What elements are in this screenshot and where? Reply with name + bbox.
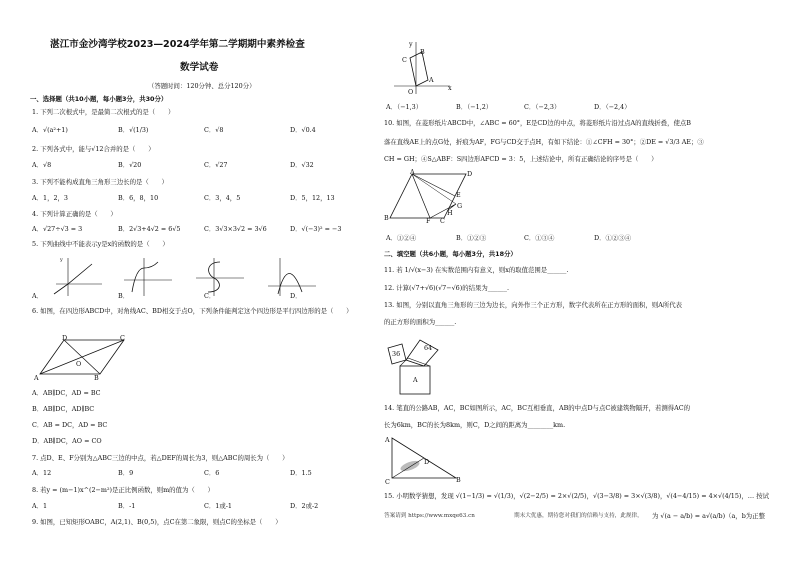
q13-squares-figure <box>384 336 454 398</box>
q14-label-c: C <box>385 478 390 486</box>
q10-option-b[interactable]: B．①②③ <box>456 234 487 242</box>
q10-label-h: H <box>447 209 453 217</box>
q13-square-36: 36 <box>392 350 401 358</box>
q6-label-b: B <box>94 374 99 382</box>
q6-option-a[interactable]: A．AB∥DC，AD = BC <box>32 389 101 397</box>
q6-label-a: A <box>34 374 39 382</box>
page-title: 湛江市金沙湾学校2023—2024学年第二学期期中素养检查 <box>50 39 305 50</box>
q10-rhombus-figure <box>386 168 476 222</box>
q9-label-c: C <box>402 56 407 64</box>
q14-label-d: D <box>424 458 430 466</box>
q14-label-b: B <box>456 476 461 484</box>
q2-option-b[interactable]: B．√20 <box>118 161 142 169</box>
q10-stem-line2: 落在直线AE上的点G处，折痕为AF，FG与CD交于点H，有如下结论：①∠CFH = 30°；②DE = √3/3 AE；③ <box>384 138 704 146</box>
q10-label-g: G <box>457 202 463 210</box>
q13-square-a: A <box>413 376 418 384</box>
q10-label-b: B <box>384 214 389 222</box>
exam-info: （答题时间：120分钟、总分120分） <box>148 82 256 90</box>
q15-formula: 为 √(a − a/b) = a√(a/b)（a，b为正整 <box>652 512 765 520</box>
q9-option-d[interactable]: D．（−2,4） <box>594 103 631 111</box>
q2-stem: 2. 下列各式中，能与√12合并的是（ ） <box>32 145 155 153</box>
q10-option-c[interactable]: C．①③④ <box>524 234 555 242</box>
q5-option-c[interactable]: C． <box>204 292 216 300</box>
q5-option-b[interactable]: B． <box>118 292 130 300</box>
q10-option-d[interactable]: D．①②③④ <box>594 234 632 242</box>
q13-square-64: 64 <box>424 344 433 352</box>
q13-stem-line2: 的正方形的面积为______. <box>384 318 457 326</box>
q9-option-b[interactable]: B．（−1,2） <box>456 103 493 111</box>
q10-label-e: E <box>456 191 461 199</box>
q2-option-c[interactable]: C．√27 <box>204 161 228 169</box>
q10-stem-line1: 10. 如图，在菱形纸片ABCD中，∠ABC = 60°，E是CD边的中点，将菱形纸片沿过点A的直线折叠，使点B <box>384 119 691 127</box>
q1-option-a[interactable]: A．√(a²+1) <box>32 126 68 134</box>
footer-slogan: 期末大优惠，期待您对我们的信赖与支持，此规律， <box>514 513 643 519</box>
q6-option-b[interactable]: B．AB∥DC，AD∥BC <box>32 405 95 413</box>
page-subtitle: 数学试卷 <box>180 62 219 73</box>
q8-stem: 8. 若y = (m−1)x^(2−m²)是正比例函数，则m的值为（ ） <box>32 486 214 494</box>
q6-label-o: O <box>76 360 82 368</box>
q6-option-d[interactable]: D．AB∥DC，AO = CO <box>32 437 102 445</box>
q8-option-b[interactable]: B．-1 <box>118 502 136 510</box>
q2-option-a[interactable]: A．√8 <box>32 161 52 169</box>
q14-stem-line1: 14. 笔直的公路AB，AC，BC如图所示，AC，BC互相垂直，AB的中点D与点C被建筑物隔开，若测得AC的 <box>384 404 691 412</box>
q1-option-d[interactable]: D．√0.4 <box>290 126 316 134</box>
q6-label-c: C <box>120 334 125 342</box>
q9-label-o: O <box>408 88 414 96</box>
q9-label-y: y <box>409 40 413 48</box>
q4-option-a[interactable]: A．√27÷√3 = 3 <box>32 225 83 233</box>
q10-label-d: D <box>467 170 473 178</box>
section2-heading: 二、填空题（共6小题，每小题3分，共18分） <box>384 250 517 258</box>
q4-option-c[interactable]: C．3√3×3√2 = 3√6 <box>204 225 267 233</box>
q7-option-b[interactable]: B．9 <box>118 469 134 477</box>
q10-stem-line3: CH = GH；④S△ABF：S四边形AFCD = 3：5，上述结论中，所有正确结论的序号是（ ） <box>384 155 658 163</box>
q1-stem: 1. 下列二次根式中，是最简二次根式的是（ ） <box>32 108 175 116</box>
q5-graph-c <box>194 256 246 296</box>
q1-option-c[interactable]: C．√8 <box>204 126 224 134</box>
q3-option-c[interactable]: C．3，4，5 <box>204 194 241 202</box>
q14-label-a: A <box>385 436 390 444</box>
q5-graph-b <box>122 256 174 296</box>
q5-axis-y: y <box>60 257 63 263</box>
q10-label-a: A <box>410 168 415 176</box>
q5-option-a[interactable]: A． <box>32 292 44 300</box>
q7-option-d[interactable]: D．1.5 <box>290 469 312 477</box>
q7-option-c[interactable]: C．6 <box>204 469 220 477</box>
q7-stem: 7. 点D、E、F分别为△ABC三边的中点，若△DEF的周长为3，则△ABC的周长为（ ） <box>32 454 289 462</box>
q3-option-a[interactable]: A．1，2，3 <box>32 194 68 202</box>
q10-label-f: F <box>426 217 431 225</box>
q2-option-d[interactable]: D．√32 <box>290 161 314 169</box>
q9-stem: 9. 如图，已知矩形OABC，A(2,1)、B(0,5)，点C在第二象限，则点C的坐标是（ ） <box>32 518 282 526</box>
q14-stem-line2: 长为6km，BC的长为8km，则C，D之间的距离为________km. <box>384 421 566 429</box>
q9-label-a: A <box>429 76 434 84</box>
q6-label-d: D <box>62 334 68 342</box>
q6-stem: 6. 如图，在四边形ABCD中，对角线AC、BD相交于点O，下列条件能判定这个四边形是平行四边形的是（ ） <box>32 307 353 315</box>
q9-label-b: B <box>420 48 425 56</box>
footer-site[interactable]: 答案请到 https://www.mxqe63.cn <box>384 513 475 519</box>
q5-option-d[interactable]: D． <box>290 292 302 300</box>
q8-option-c[interactable]: C．1或-1 <box>204 502 232 510</box>
q9-label-x: x <box>448 84 452 92</box>
q1-option-b[interactable]: B．√(1/3) <box>118 126 149 134</box>
q4-option-b[interactable]: B．2√3+4√2 = 6√5 <box>118 225 181 233</box>
q6-option-c[interactable]: C．AB = DC，AD = BC <box>32 421 108 429</box>
q8-option-d[interactable]: D．2或-2 <box>290 502 319 510</box>
q15-stem: 15. 小明数学猜想，发现 √(1−1/3) = √(1/3)，√(2−2/5) = 2×√(2/5)，√(3−3/8) = 3×√(3/8)，√(4−4/15) = 4×√(4/15)，… 按试 <box>384 492 770 500</box>
q9-option-c[interactable]: C．（−2,3） <box>524 103 561 111</box>
q12-stem: 12. 计算(√7+√6)(√7−√6)的结果为______. <box>384 284 509 292</box>
q4-stem: 4. 下列计算正确的是（ ） <box>32 210 117 218</box>
q3-stem: 3. 下列不能构成直角三角形三边长的是（ ） <box>32 178 168 186</box>
q5-graph-d <box>266 256 318 296</box>
q9-option-a[interactable]: A．（−1,3） <box>386 103 423 111</box>
section1-heading: 一、选择题（共10小题，每小题3分，共30分） <box>30 95 168 103</box>
q4-option-d[interactable]: D．√(−3)² = −3 <box>290 225 342 233</box>
q5-stem: 5. 下列曲线中不能表示y是x的函数的是（ ） <box>32 240 169 248</box>
q3-option-d[interactable]: D．5，12，13 <box>290 194 335 202</box>
q3-option-b[interactable]: B．6，8，10 <box>118 194 159 202</box>
q13-stem-line1: 13. 如图，分别以直角三角形的三边为边长，向外作三个正方形，数字代表所在正方形的面积，则A所代表 <box>384 301 682 309</box>
q10-label-c: C <box>440 217 445 225</box>
q11-stem: 11. 若 1/√(x−3) 在实数范围内有意义，则x的取值范围是______. <box>384 266 569 274</box>
q7-option-a[interactable]: A．12 <box>32 469 52 477</box>
q8-option-a[interactable]: A．1 <box>32 502 48 510</box>
q10-option-a[interactable]: A．①②④ <box>386 234 417 242</box>
